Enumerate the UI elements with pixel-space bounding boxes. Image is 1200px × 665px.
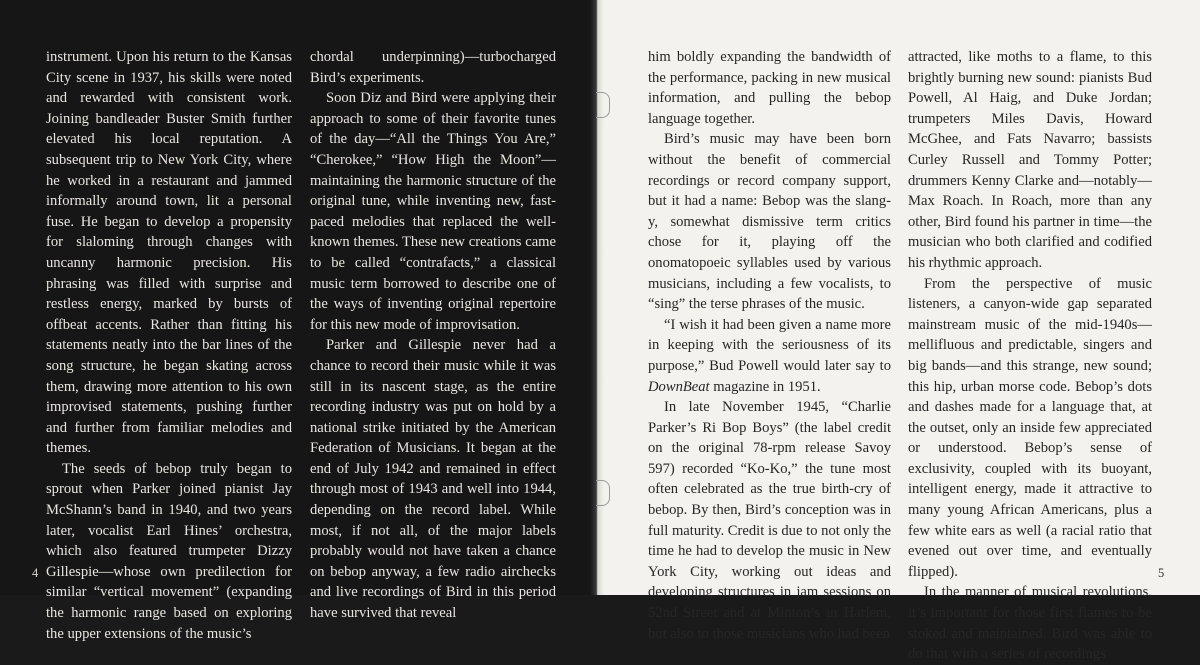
magazine-title: DownBeat: [648, 378, 710, 395]
paragraph: The seeds of bebop truly began to sprout when Parker joined pianist Jay McShann’s band in 1940, and two years later, vocalist Earl Hines’ orchestra, which also featured trumpeter Dizzy Gillespie—whose own predilection for similar “vertical movement” (expanding the harmonic range based on exploring the upper extensions of the music’s: [46, 460, 292, 642]
quote-text-end: magazine in 1951.: [709, 378, 821, 395]
paragraph: [648, 315, 891, 397]
right-page: [598, 0, 1200, 663]
staple: [596, 92, 610, 118]
right-page-column-1: [648, 47, 891, 644]
paragraph: him boldly expanding the bandwidth of the performance, packing in new musical information, and pulling the bebop language together.: [648, 49, 891, 127]
paragraph: In the manner of musical revolutions, it’s important for those first flames to be stoked and maintained. Bird was able to do that with a series of recordings: [908, 584, 1152, 663]
paragraph: Bird’s music may have been born without the benefit of commercial recordings or record company support, but it had a name: Bebop was the slang-y, somewhat dismissive term critics chose for it, playing off the onomatopoeic syllables used by various musicians, including a few vocalists, to “sing” the terse phrases of the music.: [648, 131, 891, 313]
paragraph: From the perspective of music listeners, a canyon-wide gap separated mainstream music of the mid-1940s—mellifluous and predictable, singers and big bands—and this strange, new sound; this hip, urban morse code. Bebop’s dots and dashes made for a language that, at the outset, only an inside few appreciated or understood. Bebop’s sense of exclusivity, coupled with its buoyant, intelligent energy, made it attractive to many young African Americans, plus a few white ears as well (a racial ratio that evened out over time, and eventually flipped).: [908, 275, 1152, 580]
paragraph: attracted, like moths to a flame, to this brightly burning new sound: pianists Bud Powell, Al Haig, and Duke Jordan; trumpeters Miles Davis, Howard McGhee, and Fats Navarro; bassists Curley Russell and Tommy Potter; drummers Kenny Clarke and—notably—Max Roach. In Roach, more than any other, Bird found his partner in time—the musician who both clarified and codified his rhythmic approach.: [908, 49, 1152, 271]
staple: [596, 480, 610, 506]
paragraph: Soon Diz and Bird were applying their approach to some of their favorite tunes of the day—“All the Things You Are,” “Cherokee,” “How High the Moon”—maintaining the harmonic structure of the original tune, while inventing new, fast-paced melodies that replaced the well-known themes. These new creations came to be called “contrafacts,” a classical music term borrowed to describe one of the ways of inventing original repertoire for this new mode of improvisation.: [310, 90, 556, 333]
paragraph: Parker and Gillespie never had a chance to record their music while it was still in its nascent stage, as the entire recording industry was put on hold by a national strike initiated by the American Federation of Musicians. It began at the end of July 1942 and remained in effect through most of 1943 and well into 1944, depending on the record label. While most, if not all, of the major labels probably would not have taken a chance on bebop anyway, a few radio airchecks and live recordings of Bird in this period have survived that reveal: [310, 337, 556, 622]
quote-text: “I wish it had been given a name more in keeping with the seriousness of its purpose,” Bud Powell would later say to: [648, 316, 891, 374]
page-number: 4: [32, 566, 39, 580]
left-page-column-1: [46, 47, 292, 644]
left-page: [0, 0, 598, 642]
left-page-column-2: [310, 47, 556, 624]
page-number: 5: [1158, 566, 1165, 580]
paragraph: chordal underpinning)—turbocharged Bird’s experiments.: [310, 49, 556, 86]
paragraph: instrument. Upon his return to the Kansas City scene in 1937, his skills were noted and rewarded with consistent work. Joining bandleader Buster Smith further elevated his local reputation. A subsequent trip to New York City, where he worked in a restaurant and jammed informally around town, lit a personal fuse. He began to develop a propensity for slaloming through changes with uncanny harmonic precision. His phrasing was filled with surprise and restless energy, marked by bursts of offbeat accents. Rather than fitting his statements neatly into the bar lines of the song structure, he began skating across them, drawing more attention to his own improvised statements, pushing further and further from familiar melodies and themes.: [46, 49, 292, 457]
paragraph: In late November 1945, “Charlie Parker’s Ri Bop Boys” (the label credit on the original 78-rpm release Savoy 597) recorded “Ko-Ko,” the tune most often celebrated as the true birth-cry of bebop. By then, Bird’s conception was in full maturity. Credit is due to not only the time he had to develop the music in New York City, working out ideas and developing structures in jam sessions on 52nd Street and at Minton’s in Harlem, but also to those musicians who had been: [648, 399, 891, 642]
right-page-column-2: [908, 47, 1152, 665]
